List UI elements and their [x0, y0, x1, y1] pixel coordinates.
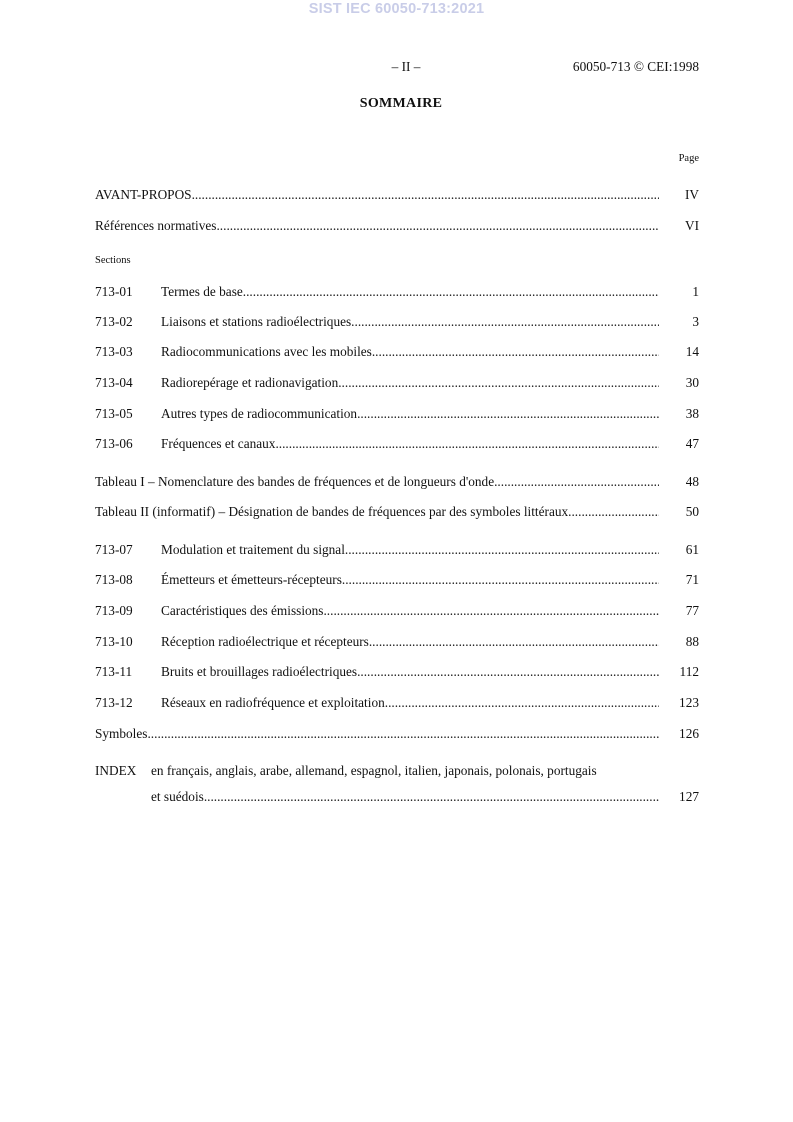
dot-leader — [494, 473, 659, 490]
index-label: INDEX — [95, 763, 137, 778]
toc-entry-713-05[interactable] — [95, 405, 699, 422]
toc-entry-number: 713-05 — [95, 406, 133, 421]
toc-entry-text: Modulation et traitement du signal — [161, 542, 345, 557]
page-number: – II – — [391, 59, 421, 74]
toc-entry-713-06[interactable] — [95, 435, 699, 452]
toc-entry-avant-propos[interactable] — [95, 186, 699, 203]
page-title: SOMMAIRE — [359, 96, 443, 111]
index-text-line2: et suédois — [151, 789, 204, 804]
toc-entry-references-normatives[interactable] — [95, 217, 699, 234]
toc-entry-text: Références normatives — [95, 218, 217, 233]
toc-entry-number: 713-02 — [95, 314, 133, 329]
dot-leader — [338, 374, 659, 391]
toc-entry-number: 713-01 — [95, 284, 133, 299]
toc-entry-713-12[interactable] — [95, 694, 699, 711]
toc-entry-page: 1 — [692, 284, 699, 299]
dot-leader — [372, 343, 659, 360]
toc-entry-text: Réception radioélectrique et récepteurs — [161, 634, 369, 649]
toc-entry-number: 713-12 — [95, 695, 133, 710]
toc-entry-text: AVANT-PROPOS — [95, 187, 192, 202]
dot-leader — [385, 694, 659, 711]
dot-leader — [243, 283, 659, 300]
dot-leader — [192, 186, 659, 203]
toc-entry-tableau-ii[interactable] — [95, 503, 699, 520]
toc-entry-713-11[interactable] — [95, 663, 699, 680]
toc-entry-page: 38 — [685, 406, 699, 421]
toc-entry-tableau-i[interactable] — [95, 473, 699, 490]
toc-entry-text: Tableau II (informatif) – Désignation de bandes de fréquences par des symboles littéraux — [95, 504, 569, 519]
toc-entry-page: 126 — [679, 726, 699, 741]
toc-entry-page: 88 — [685, 634, 699, 649]
dot-leader — [345, 541, 659, 558]
toc-entry-text: Réseaux en radiofréquence et exploitation — [161, 695, 385, 710]
toc-entry-page: 71 — [685, 572, 699, 587]
index-first-line — [95, 762, 699, 779]
toc-entry-page: 77 — [685, 603, 699, 618]
toc-entry-number: 713-11 — [95, 664, 133, 679]
toc-entry-page: 3 — [692, 314, 699, 329]
toc-entry-number: 713-07 — [95, 542, 133, 557]
toc-entry-text: Caractéristiques des émissions — [161, 603, 324, 618]
index-text-line1: en français, anglais, arabe, allemand, espagnol, italien, japonais, polonais, portugais — [151, 763, 597, 778]
toc-entry-713-10[interactable] — [95, 633, 699, 650]
dot-leader — [351, 313, 659, 330]
index-second-line — [151, 788, 699, 805]
toc-entry-713-09[interactable] — [95, 602, 699, 619]
watermark: SIST IEC 60050-713:2021 — [308, 1, 485, 17]
dot-leader — [568, 503, 659, 520]
toc-entry-number: 713-04 — [95, 375, 133, 390]
dot-leader — [342, 571, 659, 588]
page-column-header: Page — [678, 153, 699, 164]
toc-entry-713-08[interactable] — [95, 571, 699, 588]
toc-entry-text: Fréquences et canaux — [161, 436, 276, 451]
toc-entry-text: Autres types de radiocommunication — [161, 406, 358, 421]
dot-leader — [369, 633, 659, 650]
toc-entry-text: Liaisons et stations radioélectriques — [161, 314, 352, 329]
toc-entry-page: 14 — [685, 344, 699, 359]
toc-entry-number: 713-03 — [95, 344, 133, 359]
toc-entry-number: 713-10 — [95, 634, 133, 649]
toc-entry-page: 123 — [679, 695, 699, 710]
toc-entry-text: Bruits et brouillages radioélectriques — [161, 664, 358, 679]
toc-entry-number: 713-08 — [95, 572, 133, 587]
toc-entry-page: 127 — [679, 789, 699, 804]
dot-leader — [323, 602, 659, 619]
toc-entry-713-07[interactable] — [95, 541, 699, 558]
toc-entry-page: 47 — [685, 436, 699, 451]
toc-entry-text: Émetteurs et émetteurs-récepteurs — [161, 572, 342, 587]
toc-entry-page: 30 — [685, 375, 699, 390]
dot-leader — [216, 217, 659, 234]
toc-entry-page: 48 — [685, 474, 699, 489]
toc-entry-page: 50 — [685, 504, 699, 519]
toc-entry-713-01[interactable] — [95, 283, 699, 300]
toc-entry-text: Radiorepérage et radionavigation — [161, 375, 339, 390]
toc-entry-number: 713-09 — [95, 603, 133, 618]
dot-leader — [357, 663, 659, 680]
toc-entry-symboles[interactable] — [95, 725, 699, 742]
toc-entry-713-02[interactable] — [95, 313, 699, 330]
toc-entry-page: 61 — [685, 542, 699, 557]
toc-entry-713-04[interactable] — [95, 374, 699, 391]
toc-entry-page: IV — [684, 187, 699, 202]
dot-leader — [357, 405, 659, 422]
toc-entry-text: Tableau I – Nomenclature des bandes de fréquences et de longueurs d'onde — [95, 474, 495, 489]
toc-entry-text: Symboles — [95, 726, 148, 741]
toc-entry-text: Radiocommunications avec les mobiles — [161, 344, 372, 359]
document-reference: 60050-713 © CEI:1998 — [572, 59, 699, 74]
toc-entry-index[interactable] — [95, 762, 699, 805]
toc-entry-page: VI — [684, 218, 699, 233]
dot-leader — [275, 435, 659, 452]
toc-entry-713-03[interactable] — [95, 343, 699, 360]
dot-leader — [147, 725, 659, 742]
toc-entry-number: 713-06 — [95, 436, 133, 451]
toc-entry-page: 112 — [679, 664, 699, 679]
dot-leader — [204, 788, 659, 805]
sections-label: Sections — [95, 255, 131, 266]
toc-entry-text: Termes de base — [161, 284, 243, 299]
